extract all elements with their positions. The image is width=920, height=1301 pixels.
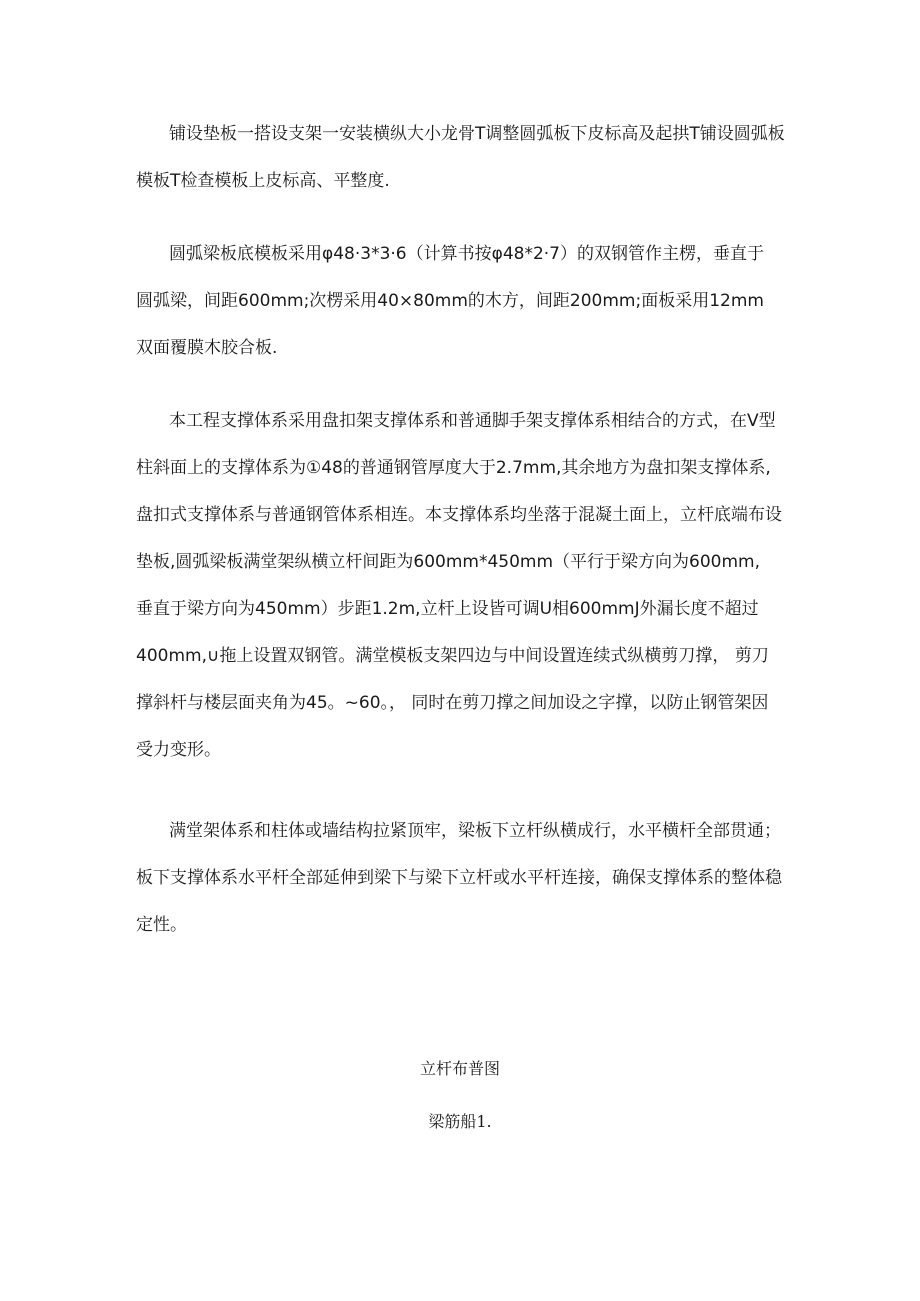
paragraph-line: 400mm,∪拖上设置双钢管。满堂模板支架四边与中间设置连续式纵横剪刀撑， 剪刀 xyxy=(136,646,769,666)
paragraph-line: 铺设垫板一搭设支架一安装横纵大小龙骨T调整圆弧板下皮标高及起拱T铺设圆弧板 xyxy=(169,124,785,144)
paragraph-construction-sequence xyxy=(136,111,786,205)
paragraph-line: 受力变形。 xyxy=(136,740,221,760)
paragraph-line: 本工程支撑体系采用盘扣架支撑体系和普通脚手架支撑体系相结合的方式，在V型 xyxy=(169,411,776,431)
figure-title: 立杆布普图 xyxy=(419,1059,500,1078)
paragraph-line: 圆弧梁板底模板采用φ48·3*3·6（计算书按φ48*2·7）的双钢管作主楞，垂直于 xyxy=(169,244,764,264)
paragraph-line: 垫板,圆弧梁板满堂架纵横立杆间距为600mm*450mm（平行于梁方向为600mm, xyxy=(136,552,761,572)
paragraph-line: 模板T检查模板上皮标高、平整度. xyxy=(136,171,390,191)
paragraph-line: 定性。 xyxy=(136,915,187,935)
figure-subtitle: 梁筋船1. xyxy=(428,1112,492,1131)
paragraph-support-system xyxy=(136,398,786,774)
paragraph-line: 板下支撑体系水平杆全部延伸到梁下与梁下立杆或水平杆连接，确保支撑体系的整体稳 xyxy=(136,868,782,888)
paragraph-line: 圆弧梁，间距600mm;次楞采用40×80mm的木方，间距200mm;面板采用12mm xyxy=(136,291,764,311)
paragraph-formwork-spec xyxy=(136,231,786,372)
paragraph-line: 撑斜杆与楼层面夹角为45。~60。， 同时在剪刀撑之间加设之字撑，以防止钢管架因 xyxy=(136,693,769,713)
paragraph-line: 双面覆膜木胶合板. xyxy=(136,338,278,358)
paragraph-line: 盘扣式支撑体系与普通钢管体系相连。本支撑体系均坐落于混凝土面上，立杆底端布设 xyxy=(136,505,782,525)
paragraph-line: 满堂架体系和柱体或墙结构拉紧顶牢，梁板下立杆纵横成行，水平横杆全部贯通； xyxy=(169,821,781,841)
paragraph-line: 垂直于梁方向为450mm）步距1.2m,立杆上设皆可调U相600mmJ外漏长度不超过 xyxy=(136,599,759,619)
paragraph-stability xyxy=(136,808,786,949)
paragraph-line: 柱斜面上的支撑体系为①48的普通钢管厚度大于2.7mm,其余地方为盘扣架支撑体系, xyxy=(136,458,771,478)
